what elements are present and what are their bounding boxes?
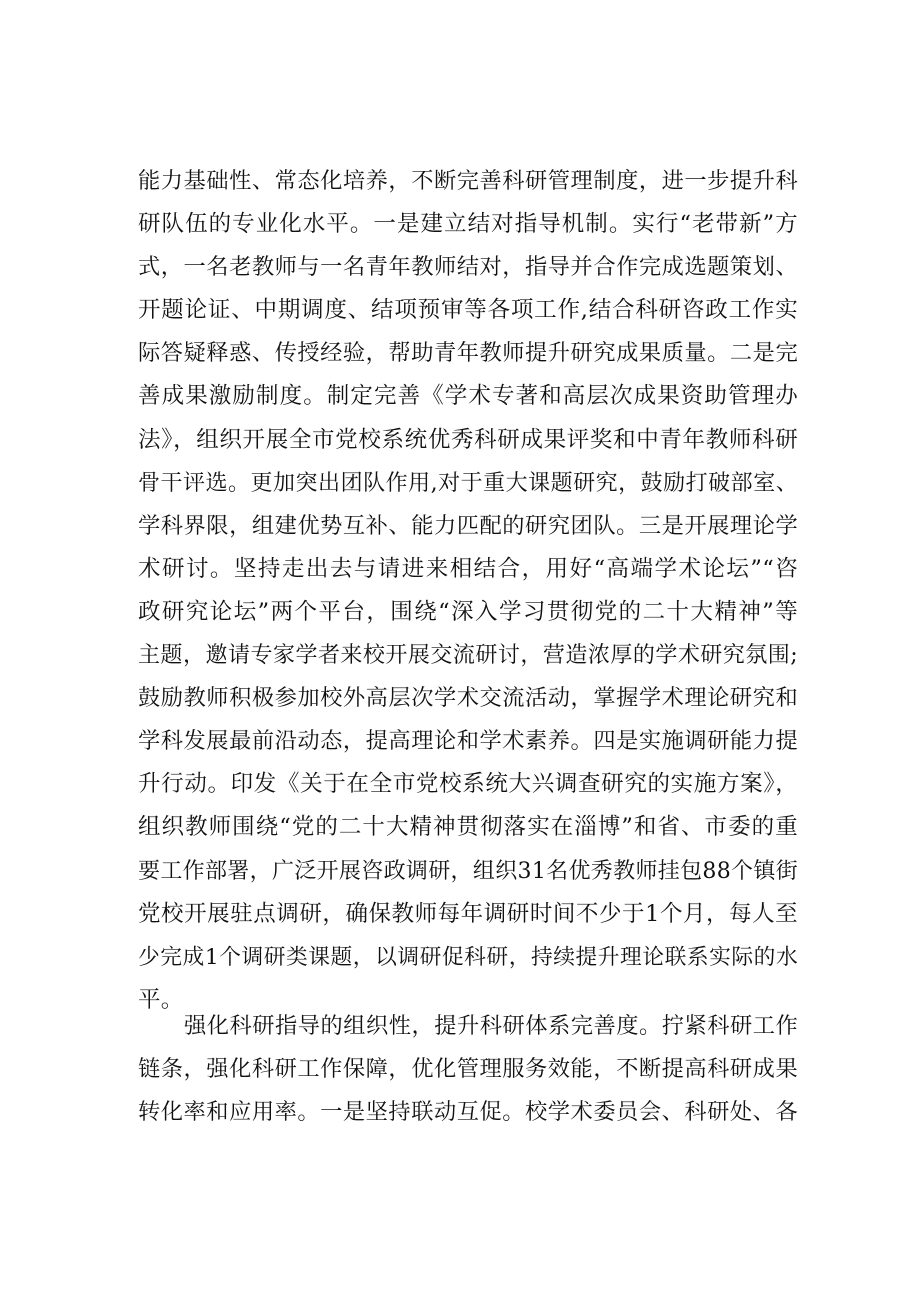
text-line: 平。 xyxy=(138,986,184,1013)
text-line: 要工作部署，广泛开展咨政调研，组织31名优秀教师挂包88个镇街 xyxy=(138,858,798,884)
text-line: 组织教师围绕“党的二十大精神贯彻落实在淄博”和省、市委的重 xyxy=(138,814,798,841)
text-line: 际答疑释惑、传授经验，帮助青年教师提升研究成果质量。二是完 xyxy=(138,340,798,367)
text-line: 政研究论坛”两个平台，围绕“深入学习贯彻党的二十大精神”等 xyxy=(138,598,798,625)
text-line: 善成果激励制度。制定完善《学术专著和高层次成果资助管理办 xyxy=(138,383,798,410)
text-line: 党校开展驻点调研，确保教师每年调研时间不少于1个月，每人至 xyxy=(138,900,798,927)
text-line: 骨干评选。更加突出团队作用,对于重大课题研究，鼓励打破部室、 xyxy=(138,470,798,496)
text-line: 学科发展最前沿动态，提高理论和学术素养。四是实施调研能力提 xyxy=(138,728,798,755)
paragraph-2 xyxy=(138,1005,798,1133)
text-line: 强化科研指导的组织性，提升科研体系完善度。拧紧科研工作 xyxy=(184,1013,798,1039)
text-line: 少完成1个调研类课题，以调研促科研，持续提升理论联系实际的水 xyxy=(138,944,798,970)
text-line: 研队伍的专业化水平。一是建立结对指导机制。实行“老带新”方 xyxy=(138,211,798,238)
text-line: 转化率和应用率。一是坚持联动互促。校学术委员会、科研处、各 xyxy=(138,1098,798,1125)
text-line: 链条，强化科研工作保障，优化管理服务效能，不断提高科研成果 xyxy=(138,1055,798,1082)
text-line: 式，一名老教师与一名青年教师结对，指导并合作完成选题策划、 xyxy=(138,254,798,281)
text-line: 主题，邀请专家学者来校开展交流研讨，营造浓厚的学术研究氛围; xyxy=(138,643,798,669)
text-line: 开题论证、中期调度、结项预审等各项工作,结合科研咨政工作实 xyxy=(138,297,798,324)
text-line: 升行动。印发《关于在全市党校系统大兴调查研究的实施方案》， xyxy=(138,771,798,798)
text-line: 鼓励教师积极参加校外高层次学术交流活动，掌握学术理论研究和 xyxy=(138,685,798,712)
text-line: 能力基础性、常态化培养，不断完善科研管理制度，进一步提升科 xyxy=(138,168,798,194)
paragraph-1 xyxy=(138,160,798,1022)
text-line: 法》，组织开展全市党校系统优秀科研成果评奖和中青年教师科研 xyxy=(138,426,798,453)
text-line: 学科界限，组建优势互补、能力匹配的研究团队。三是开展理论学 xyxy=(138,512,798,539)
text-line: 术研讨。坚持走出去与请进来相结合，用好“高端学术论坛”“咨 xyxy=(138,555,798,582)
